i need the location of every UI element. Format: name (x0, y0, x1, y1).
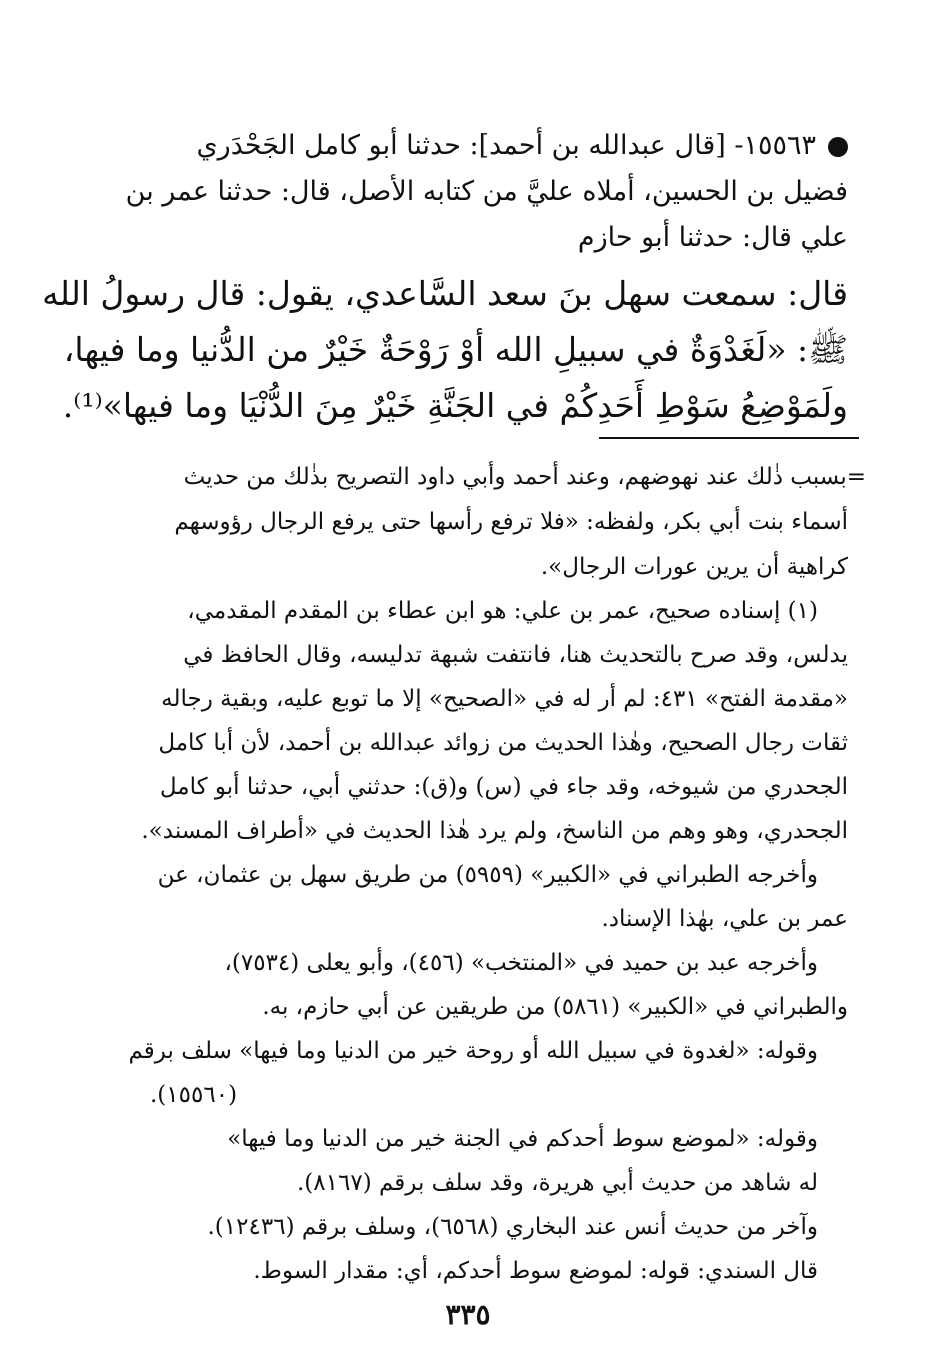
footnote-line-16: وقوله: «لموضع سوط أحدكم في الجنة خير من الدنيا وما فيها» (227, 1126, 818, 1152)
footnote-line-14: وقوله: «لغدوة في سبيل الله أو روحة خير من الدنيا وما فيها» سلف برقم (128, 1038, 818, 1064)
footnote-line-12: وأخرجه عبد بن حميد في «المنتخب» (٤٥٦)، وأبو يعلى (٧٥٣٤)، (224, 950, 818, 976)
matn-line-3: ولَمَوْضِعُ سَوْطِ أَحَدِكُمْ في الجَنَّةِ خَيْرٌ مِنَ الدُّنْيَا وما فيها»⁽¹⁾. (62, 386, 848, 425)
footnote-line-5: يدلس، وقد صرح بالتحديث هنا، فانتفت شبهة تدليسه، وقال الحافظ في (183, 642, 848, 668)
footnote-line-3: كراهية أن يرين عورات الرجال». (540, 554, 848, 580)
footnote-line-19: قال السندي: قوله: لموضع سوط أحدكم، أي: مقدار السوط. (253, 1258, 818, 1284)
chain-line-2: فضيل بن الحسين، أملاه عليَّ من كتابه الأصل، قال: حدثنا عمر بن (125, 176, 848, 207)
footnote-line-8: الجحدري من شيوخه، وقد جاء في (س) و(ق): حدثني أبي، حدثنا أبو كامل (159, 774, 848, 800)
chain-line-1 (150, 126, 848, 166)
footnote-line-2: أسماء بنت أبي بكر، ولفظه: «فلا ترفع رأسها حتى يرفع الرجال رؤوسهم (174, 509, 848, 535)
footnote-line-11: عمر بن علي، بهٰذا الإسناد. (601, 906, 848, 932)
footnote-line-17: له شاهد من حديث أبي هريرة، وقد سلف برقم (٨١٦٧). (296, 1170, 818, 1196)
footnote-line-15: .(١٥٥٦٠) (150, 1082, 238, 1108)
footnote-line-10: وأخرجه الطبراني في «الكبير» (٥٩٥٩) من طريق سهل بن عثمان، عن (157, 862, 818, 888)
footnote-line-4: (١) إسناده صحيح، عمر بن علي: هو ابن عطاء بن المقدم المقدمي، (187, 598, 818, 624)
footnote-line-6: «مقدمة الفتح» ٤٣١: لم أر له في «الصحيح» إلا ما توبع عليه، وبقية رجاله (161, 686, 848, 712)
footnote-line-18: وآخر من حديث أنس عند البخاري (٦٥٦٨)، وسلف برقم (١٢٤٣٦). (207, 1214, 818, 1240)
footnote-line-1: =بسبب ذٰلك عند نهوضهم، وعند أحمد وأبي داود التصريح بذٰلك من حديث (183, 464, 866, 490)
footnote-line-7: ثقات رجال الصحيح، وهٰذا الحديث من زوائد عبدالله بن أحمد، لأن أبا كامل (158, 730, 848, 756)
matn-line-1: قال: سمعت سهل بنَ سعد السَّاعدي، يقول: قال رسولُ الله (42, 274, 848, 313)
footnote-line-13: والطبراني في «الكبير» (٥٨٦١) من طريقين عن أبي حازم، به. (262, 994, 848, 1020)
page-number: ٣٣٥ (445, 1298, 491, 1331)
footnote-line-9: الجحدري، وهو وهم من الناسخ، ولم يرد هٰذا الحديث في «أطراف المسند». (141, 818, 848, 844)
chain-text: ١٥٥٦٣- [قال عبدالله بن أحمد]: حدثنا أبو كامل الجَحْدَري (196, 130, 816, 161)
chain-line-3: علي قال: حدثنا أبو حازم (577, 222, 848, 253)
matn-line-2: ﷺ: «لَغَدْوَةٌ في سبيلِ الله أوْ رَوْحَةٌ خَيْرٌ من الدُّنيا وما فيها، (63, 330, 848, 369)
bullet-icon (828, 137, 848, 157)
footnote-separator (599, 437, 859, 439)
